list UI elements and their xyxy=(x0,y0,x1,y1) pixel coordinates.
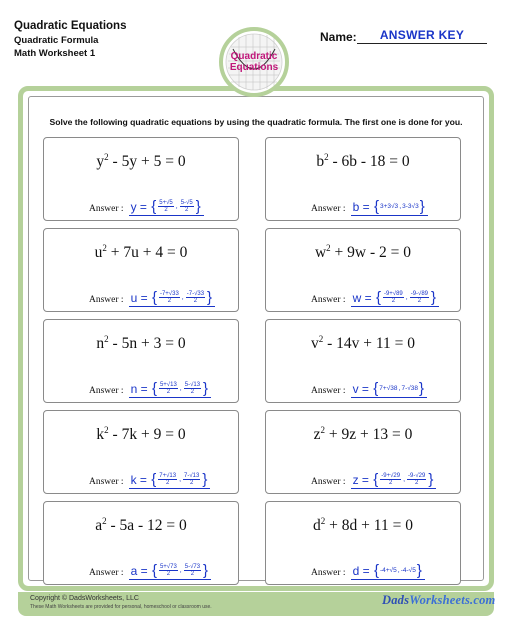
equals-sign: = xyxy=(137,381,151,396)
close-brace: } xyxy=(419,198,425,215)
equals-sign: = xyxy=(359,563,373,578)
equals-sign: = xyxy=(137,290,151,305)
fraction xyxy=(159,291,180,305)
equals-sign: = xyxy=(361,290,375,305)
equation xyxy=(266,516,460,535)
equation xyxy=(266,425,460,444)
fraction-denominator: 2 xyxy=(190,480,194,486)
open-brace: { xyxy=(373,471,379,488)
comma: , xyxy=(405,294,408,301)
fraction-numerator: 5-√5 xyxy=(180,199,193,206)
equals-sign: = xyxy=(136,472,151,487)
fraction-numerator: -9-√29 xyxy=(408,472,426,479)
equals-sign: = xyxy=(136,199,151,214)
usage-disclaimer: These Math Worksheets are provided for personal, homeschool or classroom use. xyxy=(30,604,212,610)
equation-rest: + 8d + 11 = 0 xyxy=(325,517,413,534)
comma: , xyxy=(399,203,402,210)
answer-label: Answer : xyxy=(311,204,346,214)
equation-exponent: 2 xyxy=(102,243,107,253)
fraction xyxy=(410,291,429,305)
fraction-numerator: 7-√13 xyxy=(184,472,200,479)
root-value: 7-√38 xyxy=(401,385,419,392)
worksheet-inner-border xyxy=(28,96,484,581)
answer-field[interactable] xyxy=(351,199,428,216)
open-brace: { xyxy=(151,471,157,488)
problem-card xyxy=(265,319,461,403)
name-value: ANSWER KEY xyxy=(379,28,465,42)
fraction xyxy=(380,473,401,487)
root-value: 3+3√3 xyxy=(379,203,399,210)
equals-sign: = xyxy=(358,381,373,396)
comma: , xyxy=(181,294,184,301)
answer-variable: d xyxy=(352,563,360,578)
problem-card xyxy=(265,501,461,585)
open-brace: { xyxy=(375,289,381,306)
close-brace: } xyxy=(203,562,209,579)
equation xyxy=(44,152,238,171)
close-brace: } xyxy=(207,289,213,306)
fraction-denominator: 2 xyxy=(164,207,168,213)
answer-field[interactable] xyxy=(351,381,427,398)
fraction-numerator: 5-√13 xyxy=(184,381,201,388)
equation-rest: + 9w - 2 = 0 xyxy=(330,244,412,261)
equation-variable: z xyxy=(313,426,321,443)
comma: , xyxy=(398,385,401,392)
root-value: -4+√5 xyxy=(379,567,397,574)
equation-exponent: 2 xyxy=(102,516,107,526)
fraction-denominator: 2 xyxy=(166,389,171,395)
answer-variable: a xyxy=(130,563,138,578)
answer-label: Answer : xyxy=(311,568,346,578)
fraction-numerator: 5-√73 xyxy=(184,563,201,570)
fraction xyxy=(186,291,205,305)
answer-field[interactable] xyxy=(129,472,211,489)
fraction-numerator: -9-√89 xyxy=(410,290,429,297)
close-brace: } xyxy=(195,198,201,215)
fraction xyxy=(184,382,201,396)
fraction-denominator: 2 xyxy=(167,298,172,304)
fraction-numerator: -9+√29 xyxy=(381,472,401,479)
equation-variable: y xyxy=(96,153,105,170)
quadratic-equations-logo-icon xyxy=(219,27,289,97)
problem-card xyxy=(265,410,461,494)
comma: , xyxy=(179,385,182,392)
answer-row xyxy=(89,194,204,216)
open-brace: { xyxy=(373,562,379,579)
problem-card xyxy=(265,228,461,312)
copyright: Copyright © DadsWorksheets, LLC xyxy=(30,595,139,602)
answer-variable: z xyxy=(352,472,359,487)
equation-variable: b xyxy=(316,153,325,170)
answer-row xyxy=(311,285,439,307)
equation-exponent: 2 xyxy=(318,334,324,344)
fraction-numerator: -7+√33 xyxy=(159,290,179,297)
fraction-denominator: 2 xyxy=(389,480,393,486)
equation-exponent: 2 xyxy=(104,334,109,344)
answer-row xyxy=(89,376,211,398)
dadsworksheets-logo[interactable] xyxy=(382,593,495,608)
equation-variable: d xyxy=(313,517,321,534)
equation-exponent: 2 xyxy=(104,425,109,435)
answer-field[interactable] xyxy=(129,290,215,307)
answer-row xyxy=(311,194,428,216)
answer-row xyxy=(311,558,425,580)
equation-variable: k xyxy=(96,426,105,443)
open-brace: { xyxy=(151,289,157,306)
equation-rest: + 9z + 13 = 0 xyxy=(325,426,413,443)
answer-variable: v xyxy=(352,381,359,396)
answer-variable: u xyxy=(130,290,138,305)
close-brace: } xyxy=(202,471,208,488)
equation xyxy=(44,516,238,535)
answer-field[interactable] xyxy=(129,563,211,580)
fraction xyxy=(158,473,177,487)
fraction-numerator: 5+√13 xyxy=(159,381,177,388)
answer-label: Answer : xyxy=(311,477,346,487)
answer-variable: k xyxy=(130,472,137,487)
fraction-numerator: 5+√5 xyxy=(159,199,173,206)
fraction-denominator: 2 xyxy=(193,298,198,304)
equation xyxy=(266,243,460,262)
close-brace: } xyxy=(431,289,437,306)
problem-card xyxy=(43,319,239,403)
answer-row xyxy=(89,285,215,307)
equation-rest: - 5n + 3 = 0 xyxy=(108,335,186,352)
answer-variable: y xyxy=(130,199,137,214)
equation-rest: - 6b - 18 = 0 xyxy=(328,153,410,170)
worksheet-subtitle: Quadratic Formula xyxy=(14,35,99,46)
worksheet-title: Quadratic Equations xyxy=(14,20,127,32)
answer-row xyxy=(89,558,211,580)
equation-variable: w xyxy=(314,244,327,261)
fraction xyxy=(383,291,404,305)
fraction xyxy=(159,382,178,396)
answer-field[interactable] xyxy=(351,563,425,580)
answer-label: Answer : xyxy=(89,386,124,396)
equation-rest: - 7k + 9 = 0 xyxy=(108,426,186,443)
problem-card xyxy=(43,228,239,312)
answer-label: Answer : xyxy=(311,386,346,396)
fraction-denominator: 2 xyxy=(166,571,171,577)
open-brace: { xyxy=(373,380,379,397)
root-value: 3-3√3 xyxy=(402,203,419,210)
fraction xyxy=(184,564,201,578)
equation xyxy=(44,243,238,262)
answer-variable: w xyxy=(352,290,362,305)
brand-part1: Dads xyxy=(382,593,410,607)
answer-field[interactable] xyxy=(351,472,437,489)
answer-variable: b xyxy=(352,199,360,214)
answer-row xyxy=(89,467,210,489)
close-brace: } xyxy=(428,471,434,488)
answer-label: Answer : xyxy=(89,204,124,214)
problem-card xyxy=(43,501,239,585)
fraction-denominator: 2 xyxy=(417,298,422,304)
answer-label: Answer : xyxy=(89,477,124,487)
comma: , xyxy=(397,567,400,574)
fraction xyxy=(183,473,200,487)
open-brace: { xyxy=(151,562,157,579)
fraction xyxy=(407,473,426,487)
equation-variable: u xyxy=(94,244,103,261)
root-value: -4-√5 xyxy=(400,567,416,574)
fraction-numerator: -9+√89 xyxy=(383,290,403,297)
problem-card xyxy=(43,137,239,221)
close-brace: } xyxy=(416,562,422,579)
fraction-denominator: 2 xyxy=(415,480,419,486)
equation-variable: a xyxy=(95,517,103,534)
logo-line1: Quadratic xyxy=(230,51,278,62)
name-field[interactable] xyxy=(357,26,487,44)
root-value: 7+√38 xyxy=(379,385,398,392)
fraction xyxy=(158,200,173,214)
brand-part2: Worksheets.com xyxy=(409,593,496,607)
equation xyxy=(266,152,460,171)
close-brace: } xyxy=(419,380,425,397)
fraction-denominator: 2 xyxy=(391,298,396,304)
fraction xyxy=(159,564,178,578)
equation-variable: v xyxy=(310,335,319,352)
equation xyxy=(44,334,238,353)
answer-row xyxy=(311,376,427,398)
fraction-numerator: -7-√33 xyxy=(186,290,205,297)
fraction-denominator: 2 xyxy=(166,480,170,486)
open-brace: { xyxy=(373,198,379,215)
close-brace: } xyxy=(203,380,209,397)
equation-exponent: 2 xyxy=(320,425,326,435)
answer-label: Answer : xyxy=(311,295,346,305)
equation-rest: - 5y + 5 = 0 xyxy=(108,153,186,170)
comma: , xyxy=(175,203,178,210)
comma: , xyxy=(179,476,182,483)
fraction-denominator: 2 xyxy=(185,207,189,213)
equation-variable: n xyxy=(96,335,105,352)
equals-sign: = xyxy=(359,199,373,214)
comma: , xyxy=(403,476,406,483)
open-brace: { xyxy=(151,198,157,215)
answer-label: Answer : xyxy=(89,568,124,578)
equals-sign: = xyxy=(137,563,151,578)
problem-card xyxy=(265,137,461,221)
equation-rest: - 14v + 11 = 0 xyxy=(323,335,416,352)
fraction-denominator: 2 xyxy=(190,571,195,577)
fraction xyxy=(180,200,194,214)
worksheet-number: Math Worksheet 1 xyxy=(14,48,96,59)
equation-rest: + 7u + 4 = 0 xyxy=(106,244,188,261)
logo-line2: Equations xyxy=(229,62,279,73)
equals-sign: = xyxy=(358,472,373,487)
fraction-denominator: 2 xyxy=(190,389,195,395)
equation-exponent: 2 xyxy=(324,152,329,162)
equation xyxy=(44,425,238,444)
instructions: Solve the following quadratic equations by using the quadratic formula. The first one is done for you. xyxy=(49,117,463,127)
equation xyxy=(266,334,460,353)
worksheet-frame xyxy=(18,86,494,591)
equation-rest: - 5a - 12 = 0 xyxy=(106,517,187,534)
fraction-numerator: 7+√13 xyxy=(159,472,177,479)
answer-row xyxy=(311,467,436,489)
equation-exponent: 2 xyxy=(104,152,109,162)
answer-label: Answer : xyxy=(89,295,124,305)
answer-field[interactable] xyxy=(129,199,204,216)
equation-exponent: 2 xyxy=(326,243,331,253)
answer-field[interactable] xyxy=(129,381,211,398)
equation-exponent: 2 xyxy=(320,516,326,526)
answer-variable: n xyxy=(130,381,138,396)
name-label: Name: xyxy=(320,30,357,44)
fraction-numerator: 5+√73 xyxy=(159,563,177,570)
answer-field[interactable] xyxy=(351,290,439,307)
open-brace: { xyxy=(151,380,157,397)
comma: , xyxy=(179,567,182,574)
problem-card xyxy=(43,410,239,494)
